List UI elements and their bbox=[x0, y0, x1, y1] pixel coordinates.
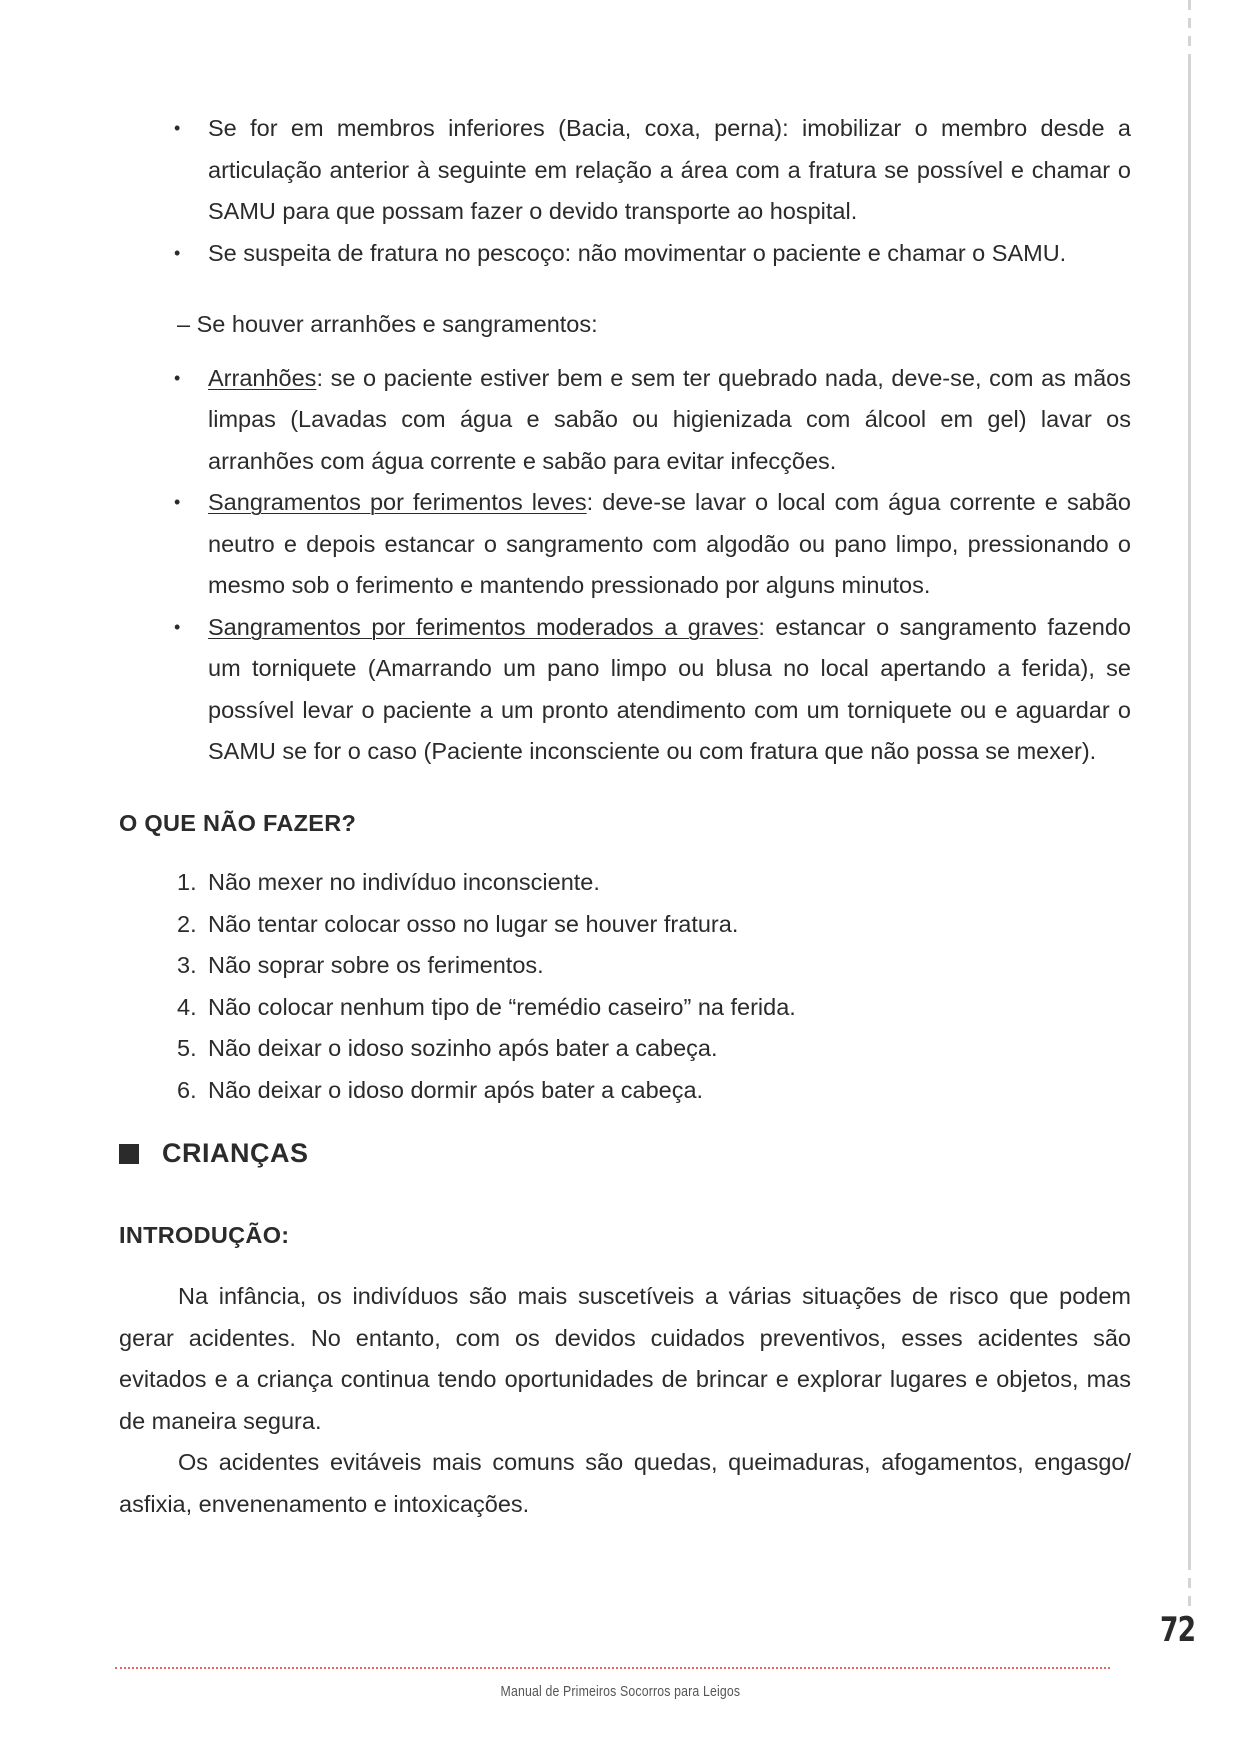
list-item: • Arranhões: se o paciente estiver bem e sem ter quebrado nada, deve-se, com as mãos limpas (Lavadas com água e sabão ou higienizada com álcool em gel) lavar os arranhões com água corrente e sabão para evitar infecções. bbox=[119, 358, 1131, 483]
section-heading bbox=[119, 1133, 1131, 1175]
square-icon bbox=[119, 1144, 139, 1164]
item-term: Arranhões bbox=[208, 364, 317, 391]
bleeding-intro: – Se houver arranhões e sangramentos: bbox=[177, 311, 598, 337]
dont-list bbox=[119, 862, 1131, 1111]
section-title: CRIANÇAS bbox=[162, 1138, 309, 1168]
list-item: 4. Não colocar nenhum tipo de “remédio caseiro” na ferida. bbox=[177, 993, 796, 1020]
paragraph: Na infância, os indivíduos são mais suscetíveis a várias situações de risco que podem gerar acidentes. No entanto, com os devidos cuidados preventivos, esses acidentes são evitados e a criança continua tendo oportunidades de brincar e explorar lugares e objetos, mas de maneira segura. bbox=[119, 1283, 1131, 1434]
item-term: Sangramentos por ferimentos leves bbox=[208, 489, 587, 515]
bullet-icon: • bbox=[174, 616, 181, 637]
list-item: 6. Não deixar o idoso dormir após bater a cabeça. bbox=[177, 1076, 704, 1103]
margin-rule bbox=[1188, 60, 1191, 1560]
paragraph: Os acidentes evitáveis mais comuns são quedas, queimaduras, afogamentos, engasgo/ asfixia, envenenamento e intoxicações. bbox=[119, 1449, 1131, 1517]
dont-heading: O QUE NÃO FAZER? bbox=[119, 809, 357, 836]
list-item: 3. Não soprar sobre os ferimentos. bbox=[177, 952, 544, 978]
bullet-icon: • bbox=[174, 492, 181, 512]
list-item: 1. Não mexer no indivíduo inconsciente. bbox=[177, 869, 600, 895]
margin-rule-dashed-bottom bbox=[1188, 1560, 1191, 1610]
margin-rule-dashed-top bbox=[1188, 0, 1191, 60]
intro-heading: INTRODUÇÃO: bbox=[119, 1221, 290, 1248]
footer-divider bbox=[115, 1667, 1110, 1669]
bullet-icon: • bbox=[174, 118, 181, 138]
page-number: 72 bbox=[1160, 1610, 1196, 1650]
footer-title: Manual de Primeiros Socorros para Leigos bbox=[500, 1683, 741, 1700]
list-item: 2. Não tentar colocar osso no lugar se houver fratura. bbox=[177, 910, 739, 937]
item-term: Sangramentos por ferimentos moderados a graves bbox=[208, 613, 759, 640]
bullet-icon: • bbox=[174, 242, 181, 263]
bleeding-bullet-list bbox=[119, 358, 1131, 773]
fracture-bullet-list bbox=[119, 108, 1131, 274]
list-item: • Se for em membros inferiores (Bacia, coxa, perna): imobilizar o membro desde a articulação anterior à seguinte em relação a área com a fratura se possível e chamar o SAMU para que possam fazer o devido transporte ao hospital. bbox=[119, 108, 1131, 233]
page-content bbox=[119, 108, 1131, 1525]
list-item: • Sangramentos por ferimentos leves: deve-se lavar o local com água corrente e sabão neutro e depois estancar o sangramento com algodão ou pano limpo, pressionando o mesmo sob o ferimento e mantendo pressionado por alguns minutos. bbox=[119, 482, 1131, 607]
list-item: 5. Não deixar o idoso sozinho após bater a cabeça. bbox=[177, 1035, 718, 1061]
bullet-icon: • bbox=[174, 367, 181, 388]
list-item: • Se suspeita de fratura no pescoço: não movimentar o paciente e chamar o SAMU. bbox=[119, 233, 1131, 275]
list-item: • Sangramentos por ferimentos moderados a graves: estancar o sangramento fazendo um torniquete (Amarrando um pano limpo ou blusa no local apertando a ferida), se possível levar o paciente a um pronto atendimento com um torniquete ou e aguardar o SAMU se for o caso (Paciente inconsciente ou com fratura que não possa se mexer). bbox=[119, 607, 1131, 773]
